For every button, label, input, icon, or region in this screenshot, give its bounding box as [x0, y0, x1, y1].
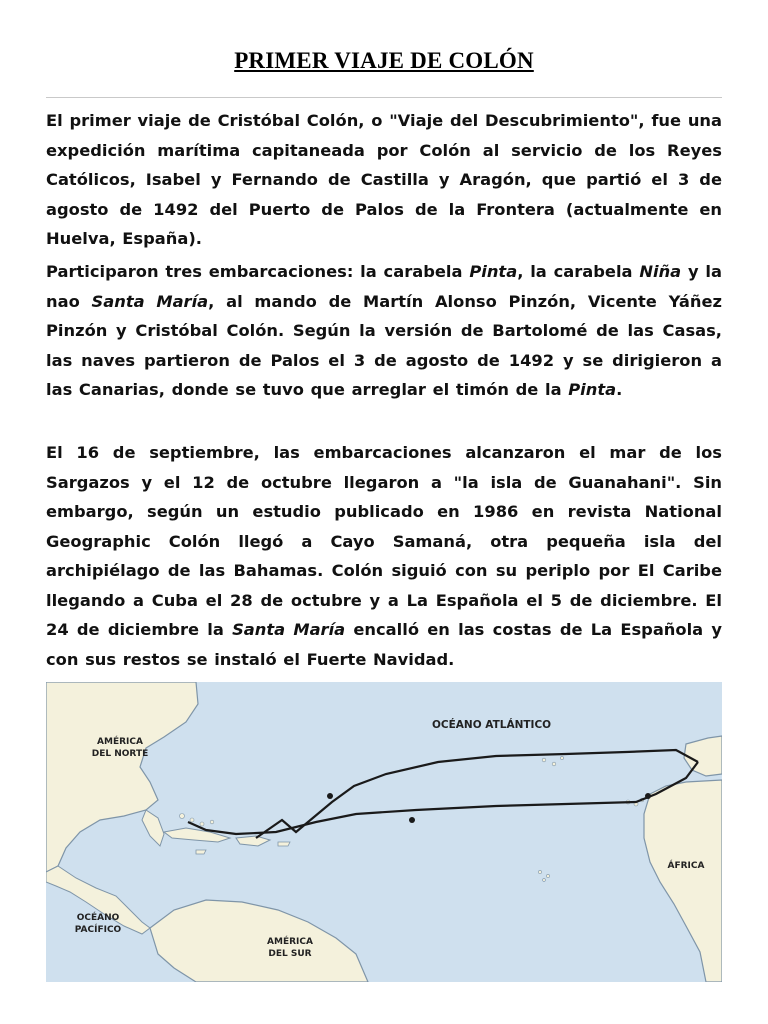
title-divider	[46, 97, 722, 98]
paragraph-voyage-text: El 16 de septiembre, las embarcaciones alcanzaron el mar de los Sargazos y el 12 de octubre llegaron a "la isla de Guanahani". Sin embargo, según un estudio publicado en 1986 en revista National Geographic Colón llegó a Cayo Samaná, otra pequeña isla del archipiélago de las Bahamas. Colón siguió con su periplo por El Caribe llegando a Cuba el 28 de octubre y a La Española el 5 de diciembre. El 24 de diciembre la	[46, 443, 722, 639]
ship-name-nina: Niña	[639, 262, 682, 281]
route-marker	[409, 817, 415, 823]
paragraph-ships	[46, 257, 722, 405]
route-marker	[327, 793, 333, 799]
paragraph-ships-text: , la carabela	[517, 262, 640, 281]
ship-name-santa-maria: Santa María	[232, 620, 346, 639]
island-jamaica	[196, 850, 206, 854]
map-label-atlantic: OCÉANO ATLÁNTICO	[432, 719, 552, 731]
paragraph-ships-text: .	[616, 380, 623, 399]
map-label-south-america: DEL SUR	[268, 949, 312, 959]
paragraph-voyage	[46, 438, 722, 674]
map-label-north-america: AMÉRICA	[97, 737, 143, 747]
paragraph-voyage-text: encalló en las costas de La Española y con sus restos se instaló el Fuerte Navidad.	[46, 620, 722, 669]
paragraph-ships-text: , al mando de Martín Alonso Pinzón, Vicente Yáñez Pinzón y Cristóbal Colón. Según la versión de Bartolomé de las Casas, las naves partieron de Palos el 3 de agosto de 1492 y se dirigieron a las Canarias, donde se tuvo que arreglar el timón de la	[46, 291, 723, 399]
ship-name-pinta: Pinta	[469, 262, 518, 281]
map-label-pacific: PACÍFICO	[74, 925, 122, 935]
island-puerto-rico	[278, 842, 290, 846]
map-label-africa: ÁFRICA	[667, 861, 705, 871]
ship-name-santa-maria: Santa María	[91, 291, 209, 311]
voyage-map	[46, 682, 722, 982]
route-marker	[645, 793, 651, 799]
page-title: PRIMER VIAJE DE COLÓN	[234, 48, 534, 73]
paragraph-ships-text: y la nao	[46, 262, 722, 311]
map-label-north-america: DEL NORTE	[91, 749, 149, 759]
paragraph-ships-text: Participaron tres embarcaciones: la carabela	[46, 262, 470, 281]
map-label-pacific: OCÉANO	[76, 913, 120, 923]
paragraph-intro-text: El primer viaje de Cristóbal Colón, o "Viaje del Descubrimiento", fue una expedición marítima capitaneada por Colón al servicio de los Reyes Católicos, Isabel y Fernando de Castilla y Aragón, que partió el 3 de agosto de 1492 del Puerto de Palos de la Frontera (actualmente en Huelva, España).	[46, 111, 722, 248]
map-label-south-america: AMÉRICA	[267, 937, 313, 947]
paragraph-intro	[46, 106, 722, 254]
ship-name-pinta: Pinta	[568, 380, 617, 399]
